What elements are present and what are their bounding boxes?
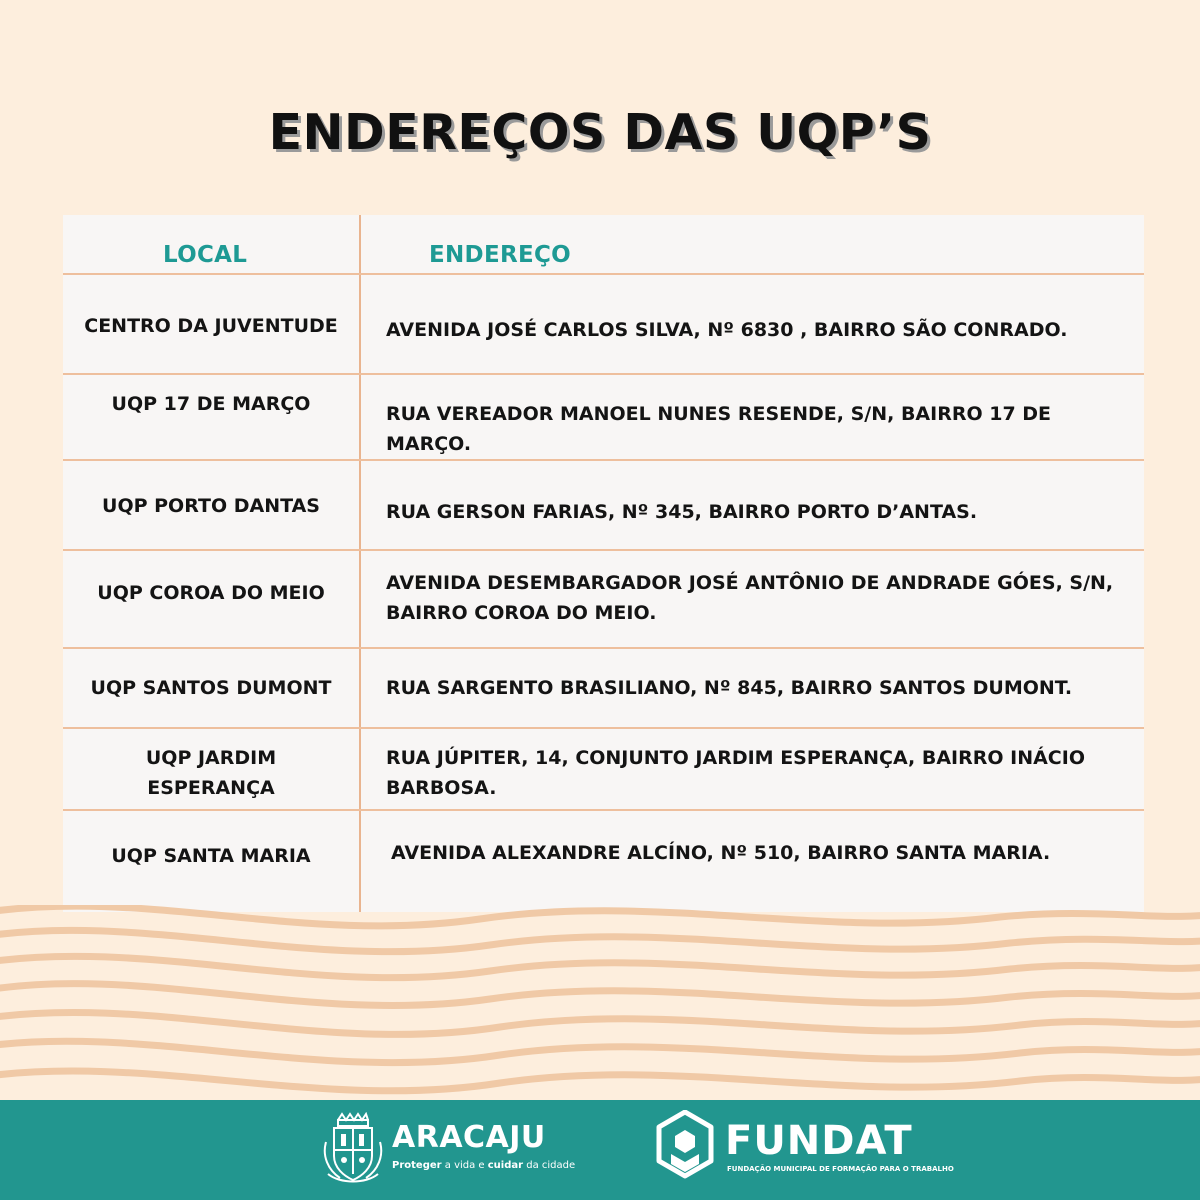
cell-local: CENTRO DA JUVENTUDE xyxy=(84,315,338,337)
fundat-name: FUNDAT xyxy=(725,1118,913,1164)
fundat-hexagon-person-icon xyxy=(655,1110,715,1182)
cell-local: UQP COROA DO MEIO xyxy=(97,582,325,604)
table-row xyxy=(63,551,1144,647)
cell-address: RUA JÚPITER, 14, CONJUNTO JARDIM ESPERANÇA, BAIRRO INÁCIO BARBOSA. xyxy=(386,747,1085,799)
table-header-row xyxy=(63,215,1144,275)
aracaju-name: ARACAJU xyxy=(392,1120,546,1155)
cell-local: UQP PORTO DANTAS xyxy=(102,495,320,517)
cell-address: RUA GERSON FARIAS, Nº 345, BAIRRO PORTO D’ANTAS. xyxy=(386,501,978,523)
fundat-subtitle: FUNDAÇÃO MUNICIPAL DE FORMAÇÃO PARA O TRABALHO xyxy=(727,1165,954,1173)
slogan-part: cuidar xyxy=(487,1160,524,1171)
table-row xyxy=(63,811,1144,912)
cell-address: AVENIDA JOSÉ CARLOS SILVA, Nº 6830 , BAIRRO SÃO CONRADO. xyxy=(386,319,1068,341)
cell-local: UQP SANTA MARIA xyxy=(111,845,311,867)
decorative-waves xyxy=(0,905,1200,1105)
cell-address: RUA VEREADOR MANOEL NUNES RESENDE, S/N, BAIRRO 17 DE MARÇO. xyxy=(386,403,1052,455)
cell-address: RUA SARGENTO BRASILIANO, Nº 845, BAIRRO SANTOS DUMONT. xyxy=(386,677,1073,699)
cell-address: AVENIDA DESEMBARGADOR JOSÉ ANTÔNIO DE ANDRADE GÓES, S/N, BAIRRO COROA DO MEIO. xyxy=(386,572,1114,624)
footer-bar xyxy=(0,1100,1200,1200)
slogan-part: da cidade xyxy=(523,1160,576,1171)
cell-address: AVENIDA ALEXANDRE ALCÍNO, Nº 510, BAIRRO SANTA MARIA. xyxy=(391,842,1051,864)
table-row xyxy=(63,375,1144,459)
cell-local: UQP JARDIM ESPERANÇA xyxy=(145,747,277,799)
address-table xyxy=(63,215,1144,912)
table-row xyxy=(63,275,1144,373)
slogan-part: a vida e xyxy=(441,1160,488,1171)
page-title: ENDEREÇOS DAS UQP’S xyxy=(268,104,932,161)
header-local: LOCAL xyxy=(163,242,248,268)
aracaju-slogan xyxy=(392,1160,575,1171)
table-row xyxy=(63,729,1144,809)
cell-local: UQP SANTOS DUMONT xyxy=(90,677,332,699)
aracaju-coat-of-arms-icon xyxy=(320,1112,386,1186)
table-row xyxy=(63,461,1144,549)
header-address: ENDEREÇO xyxy=(429,242,572,268)
table-row xyxy=(63,649,1144,727)
cell-local: UQP 17 DE MARÇO xyxy=(111,393,311,415)
slogan-part: Proteger xyxy=(392,1160,442,1171)
